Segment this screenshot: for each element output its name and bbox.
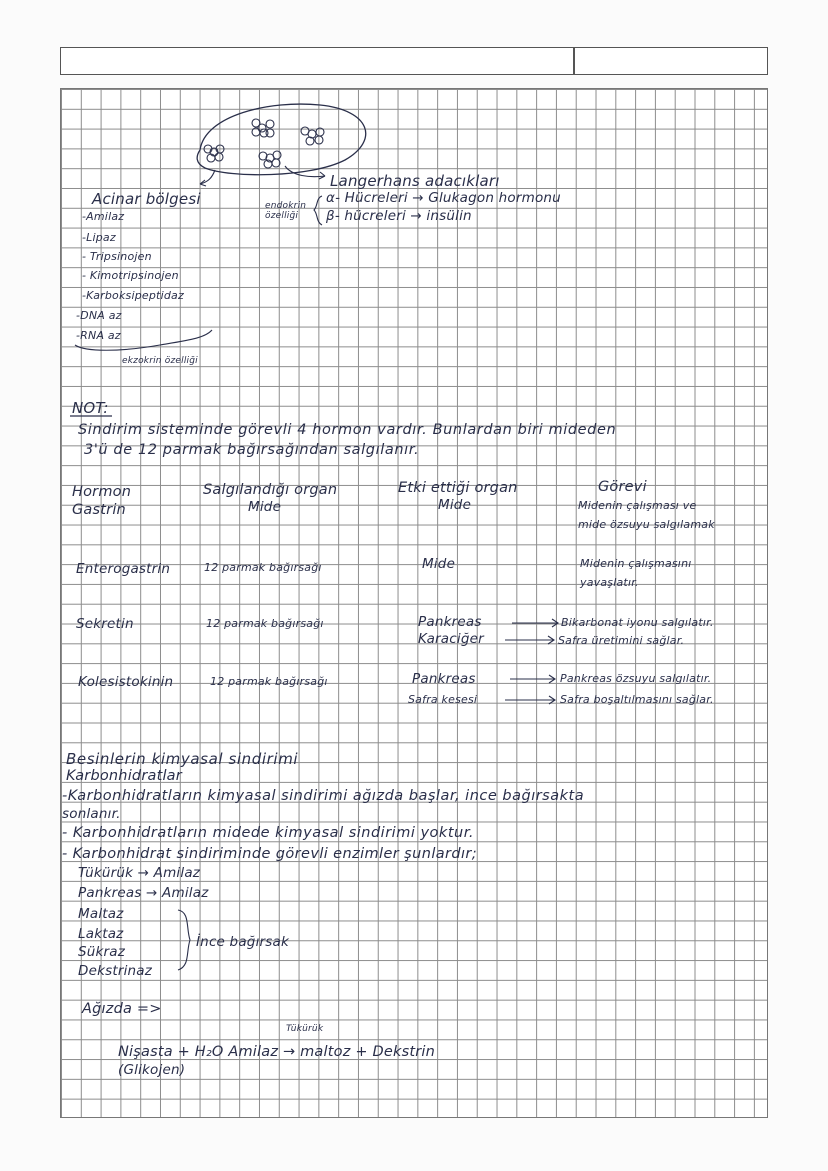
mouth-label: Ağızda => [82, 1001, 162, 1017]
table-cell-target-2: Karaciğer [418, 631, 484, 647]
digestion-line-1: -Karbonhidratların kimyasal sindirimi ağızda başlar, ince bağırsakta [62, 788, 585, 804]
table-cell-hormone: Sekretin [76, 616, 134, 632]
acinar-item: -DNA az [76, 309, 122, 322]
acinar-item: - Kimotripsinojen [82, 269, 179, 282]
table-cell-target: Mide [438, 497, 472, 513]
acinar-title: Acinar bölgesi [92, 190, 201, 208]
table-cell-duty: Pankreas özsuyu salgılatır. [560, 672, 712, 685]
endocrine-note: endokrin özelliği [265, 201, 307, 221]
enzyme-intestine: Laktaz [78, 926, 124, 942]
enzyme-intestine: Maltaz [78, 906, 124, 922]
table-cell-duty-2: Safra boşaltılmasını sağlar. [560, 693, 714, 706]
acinar-item: -Karboksipeptidaz [82, 289, 184, 302]
enzyme-intestine: Dekstrinaz [78, 963, 153, 979]
digestion-line-3: - Karbonhidratların midede kimyasal sindirimi yoktur. [62, 825, 474, 841]
digestion-line-4: - Karbonhidrat sindiriminde görevli enzimler şunlardır; [62, 846, 478, 862]
table-cell-source: Mide [248, 499, 282, 515]
alpha-cells-line: α- Hücreleri → Glukagon hormonu [326, 190, 561, 206]
acinar-item: - Tripsinojen [82, 250, 152, 263]
reaction-equation: Nişasta + H₂O Amilaz → maltoz + Dekstrin [118, 1044, 435, 1060]
table-header-source: Salgılandığı organ [203, 482, 338, 498]
table-cell-target: Mide [422, 556, 456, 572]
enzyme-saliva: Tükürük → Amilaz [78, 865, 201, 881]
note-line-1: Sindirim sisteminde görevli 4 hormon vardır. Bunlardan biri mideden [78, 422, 617, 438]
exocrine-note: ekzokrin özelliği [122, 356, 198, 366]
acinar-item: -RNA az [76, 329, 121, 342]
reaction-note: (Glikojen) [118, 1062, 186, 1078]
table-cell-hormone: Gastrin [72, 502, 126, 518]
intestine-label: İnce bağırsak [196, 934, 289, 950]
table-header-duty: Görevi [598, 479, 647, 495]
table-cell-hormone: Enterogastrin [76, 561, 171, 577]
table-cell-hormone: Kolesistokinin [78, 674, 174, 690]
table-cell-duty: Bikarbonat iyonu salgılatır. [561, 616, 714, 629]
table-cell-source: 12 parmak bağırsağı [210, 675, 328, 688]
table-cell-duty-2: mide özsuyu salgılamak [578, 518, 715, 531]
table-cell-target: Pankreas [412, 671, 476, 687]
table-cell-duty: Midenin çalışmasını [580, 557, 692, 570]
digestion-line-2: sonlanır. [62, 806, 121, 822]
reaction-above-label: Tükürük [286, 1024, 324, 1034]
note-line-2: 3'ü de 12 parmak bağırsağından salgılanır. [84, 442, 420, 458]
table-header-hormone: Hormon [72, 484, 132, 500]
table-cell-source: 12 parmak bağırsağı [204, 561, 322, 574]
beta-cells-line: β- hücreleri → insülin [326, 208, 472, 224]
table-cell-target: Pankreas [418, 614, 482, 630]
enzyme-pancreas: Pankreas → Amilaz [78, 885, 209, 901]
table-cell-duty-2: yavaşlatır. [580, 576, 639, 589]
langerhans-title: Langerhans adacıkları [330, 172, 500, 190]
table-cell-target-2: Safra kesesi [408, 693, 478, 706]
digestion-title: Besinlerin kimyasal sindirimi [66, 750, 299, 768]
table-cell-duty-2: Safra üretimini sağlar. [558, 634, 685, 647]
acinar-item: -Lipaz [82, 231, 116, 244]
table-cell-source: 12 parmak bağırsağı [206, 617, 324, 630]
table-header-target: Etki ettiği organ [398, 480, 518, 496]
acinar-item: -Amilaz [82, 210, 125, 223]
enzyme-intestine: Sükraz [78, 944, 126, 960]
table-cell-duty: Midenin çalışması ve [578, 499, 697, 512]
digestion-subtitle: Karbonhidratlar [66, 768, 182, 784]
note-title: NOT: [72, 399, 109, 417]
